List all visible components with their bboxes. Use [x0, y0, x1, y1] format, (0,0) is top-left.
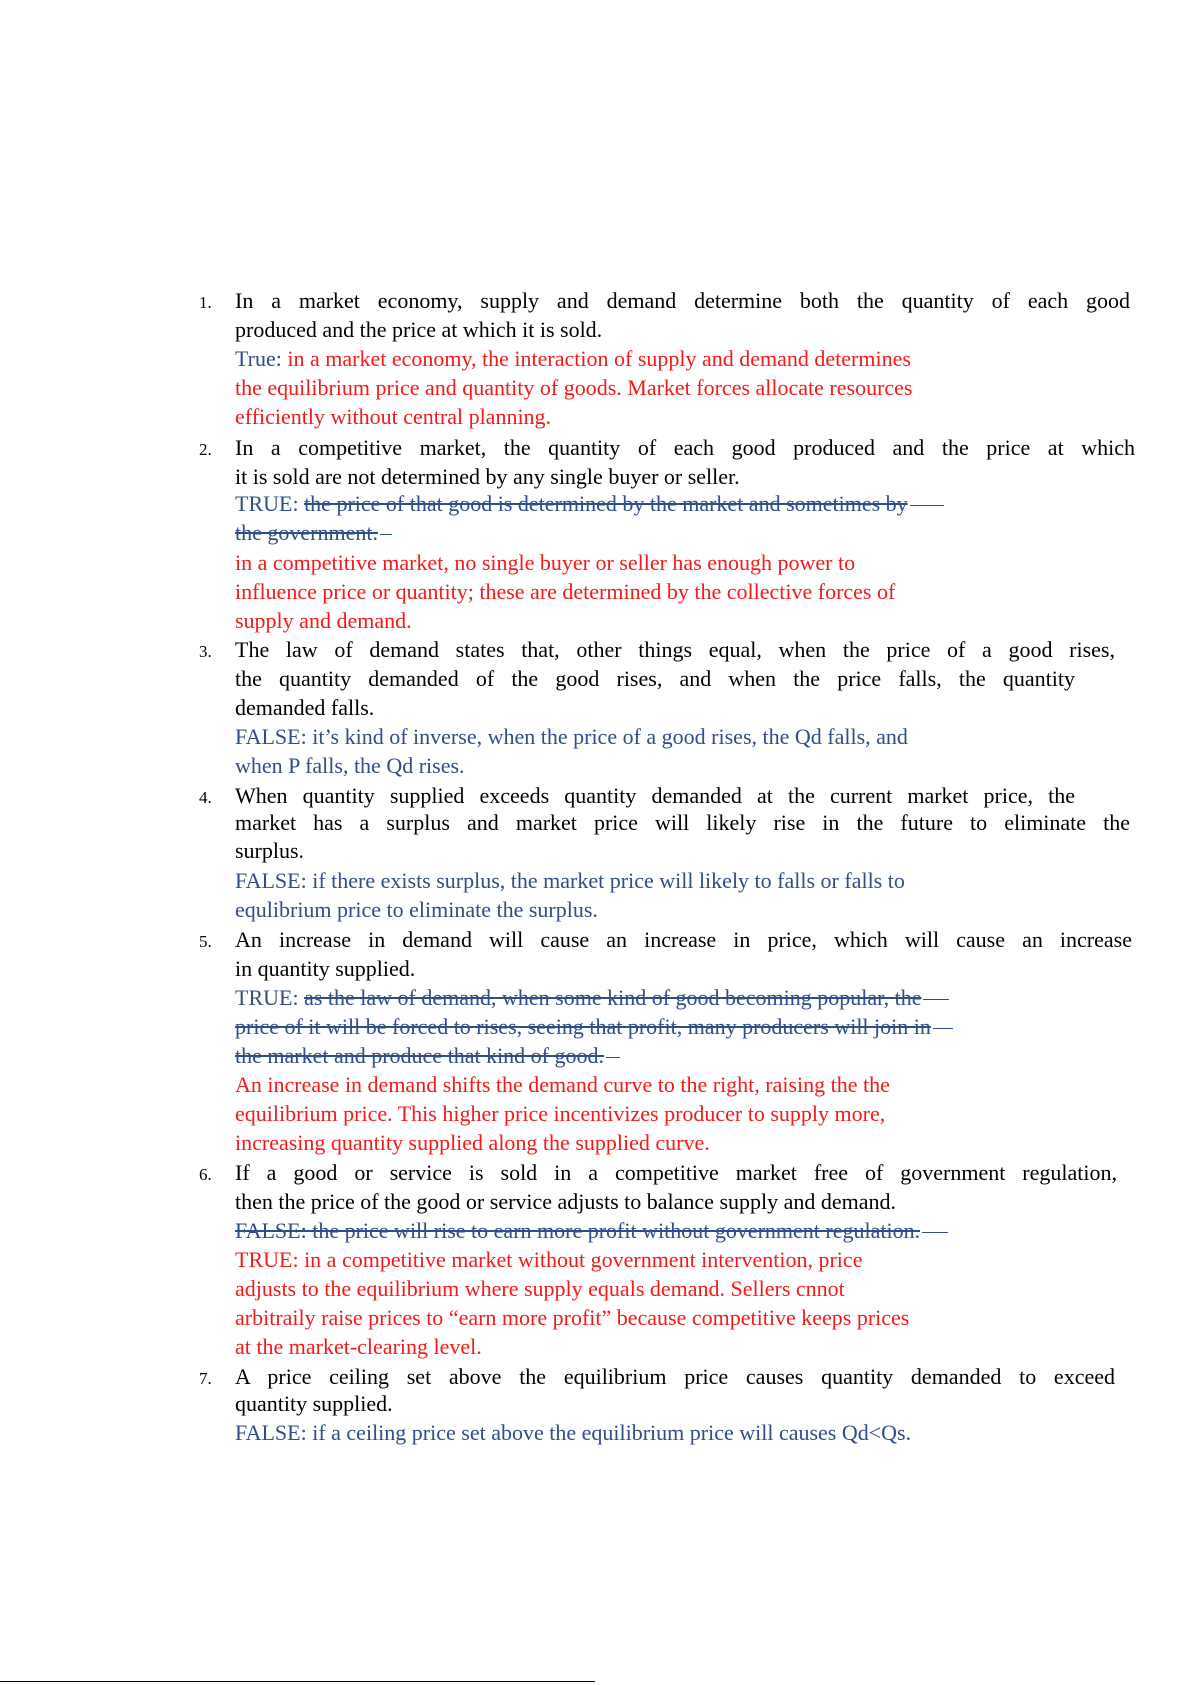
question-statement-line: it is sold are not determined by any single buyer or seller.: [235, 464, 740, 489]
question-statement-line: demanded falls.: [235, 695, 375, 720]
question-statement-line: surplus.: [235, 838, 305, 863]
answer-text: if there exists surplus, the market price will likely to falls or falls to: [312, 868, 905, 893]
correction-text: arbitraily raise prices to “earn more profit” because competitive keeps prices: [235, 1305, 910, 1330]
struck-line: [235, 1013, 953, 1041]
question-number: 7.: [199, 1369, 212, 1388]
correction-label: TRUE:: [235, 1247, 299, 1272]
strike-tail: [380, 534, 392, 535]
answer-label: True:: [235, 346, 282, 371]
struck-answer-text: the market and produce that kind of good.: [235, 1043, 605, 1068]
question-statement-line: An increase in demand will cause an increase in price, which will cause an increase: [235, 927, 1132, 952]
correction-text: efficiently without central planning.: [235, 404, 552, 429]
question-number: 2.: [199, 440, 212, 459]
answer-label: TRUE:: [235, 985, 299, 1010]
answer-line: [235, 723, 908, 751]
strike-tail: [922, 1232, 948, 1233]
answer-label: TRUE:: [235, 491, 299, 516]
struck-line: [235, 1217, 948, 1245]
correction-text: increasing quantity supplied along the supplied curve.: [235, 1130, 710, 1155]
answer-line: [235, 1419, 911, 1447]
answer-text: it’s kind of inverse, when the price of a good rises, the Qd falls, and: [312, 724, 908, 749]
correction-text: An increase in demand shifts the demand curve to the right, raising the the: [235, 1072, 890, 1097]
question-number: 6.: [199, 1165, 212, 1184]
strike-tail: [923, 999, 949, 1000]
struck-line: [235, 519, 392, 547]
answer-line: [235, 345, 911, 373]
question-statement-line: A price ceiling set above the equilibrium price causes quantity demanded to exceed: [235, 1364, 1115, 1389]
struck-line: [235, 1042, 620, 1070]
question-statement-line: If a good or service is sold in a competitive market free of government regulation,: [235, 1160, 1117, 1185]
correction-text: in a market economy, the interaction of supply and demand determines: [287, 346, 911, 371]
footnote-separator: [0, 1681, 595, 1682]
correction-text: supply and demand.: [235, 608, 412, 633]
answer-line: [235, 867, 905, 895]
struck-answer-text: the government.: [235, 520, 378, 545]
question-statement-line: In a competitive market, the quantity of each good produced and the price at which: [235, 435, 1135, 460]
question-statement-line: then the price of the good or service adjusts to balance supply and demand.: [235, 1189, 897, 1214]
correction-text: equilibrium price. This higher price incentivizes producer to supply more,: [235, 1101, 886, 1126]
correction-text: at the market-clearing level.: [235, 1334, 482, 1359]
question-number: 1.: [199, 293, 212, 312]
question-number: 5.: [199, 932, 212, 951]
question-statement-line: produced and the price at which it is sold.: [235, 317, 603, 342]
strike-tail: [933, 1028, 953, 1029]
strike-tail: [606, 1057, 620, 1058]
answer-line: [235, 490, 944, 518]
answer-text: equlibrium price to eliminate the surplus.: [235, 897, 598, 922]
question-statement-line: In a market economy, supply and demand determine both the quantity of each good: [235, 288, 1130, 313]
question-statement-line: The law of demand states that, other things equal, when the price of a good rises,: [235, 637, 1115, 662]
struck-answer-text: as the law of demand, when some kind of good becoming popular, the: [304, 985, 922, 1010]
answer-label: FALSE:: [235, 1420, 307, 1445]
question-statement-line: the quantity demanded of the good rises, and when the price falls, the quantity: [235, 666, 1075, 691]
correction-text: influence price or quantity; these are determined by the collective forces of: [235, 579, 896, 604]
correction-text: adjusts to the equilibrium where supply equals demand. Sellers cnnot: [235, 1276, 845, 1301]
struck-answer-text: the price of that good is determined by the market and sometimes by: [304, 491, 908, 516]
question-number: 3.: [199, 642, 212, 661]
answer-label: FALSE:: [235, 868, 307, 893]
question-statement-line: quantity supplied.: [235, 1391, 393, 1416]
answer-text: if a ceiling price set above the equilibrium price will causes Qd<Qs.: [312, 1420, 912, 1445]
question-statement-line: in quantity supplied.: [235, 956, 416, 981]
answer-line: [235, 1246, 862, 1274]
strike-tail: [910, 505, 944, 506]
question-statement-line: market has a surplus and market price will likely rise in the future to eliminate the: [235, 810, 1130, 835]
question-number: 4.: [199, 788, 212, 807]
answer-line: [235, 984, 949, 1012]
struck-answer-text: price of it will be forced to rises, seeing that profit, many producers will join in: [235, 1014, 931, 1039]
question-statement-line: When quantity supplied exceeds quantity demanded at the current market price, the: [235, 783, 1075, 808]
correction-text: in a competitive market without government intervention, price: [304, 1247, 863, 1272]
correction-text: in a competitive market, no single buyer or seller has enough power to: [235, 550, 856, 575]
correction-text: the equilibrium price and quantity of goods. Market forces allocate resources: [235, 375, 913, 400]
answer-text: when P falls, the Qd rises.: [235, 753, 465, 778]
answer-label: FALSE:: [235, 724, 307, 749]
struck-answer-text: FALSE: the price will rise to earn more profit without government regulation.: [235, 1218, 921, 1243]
